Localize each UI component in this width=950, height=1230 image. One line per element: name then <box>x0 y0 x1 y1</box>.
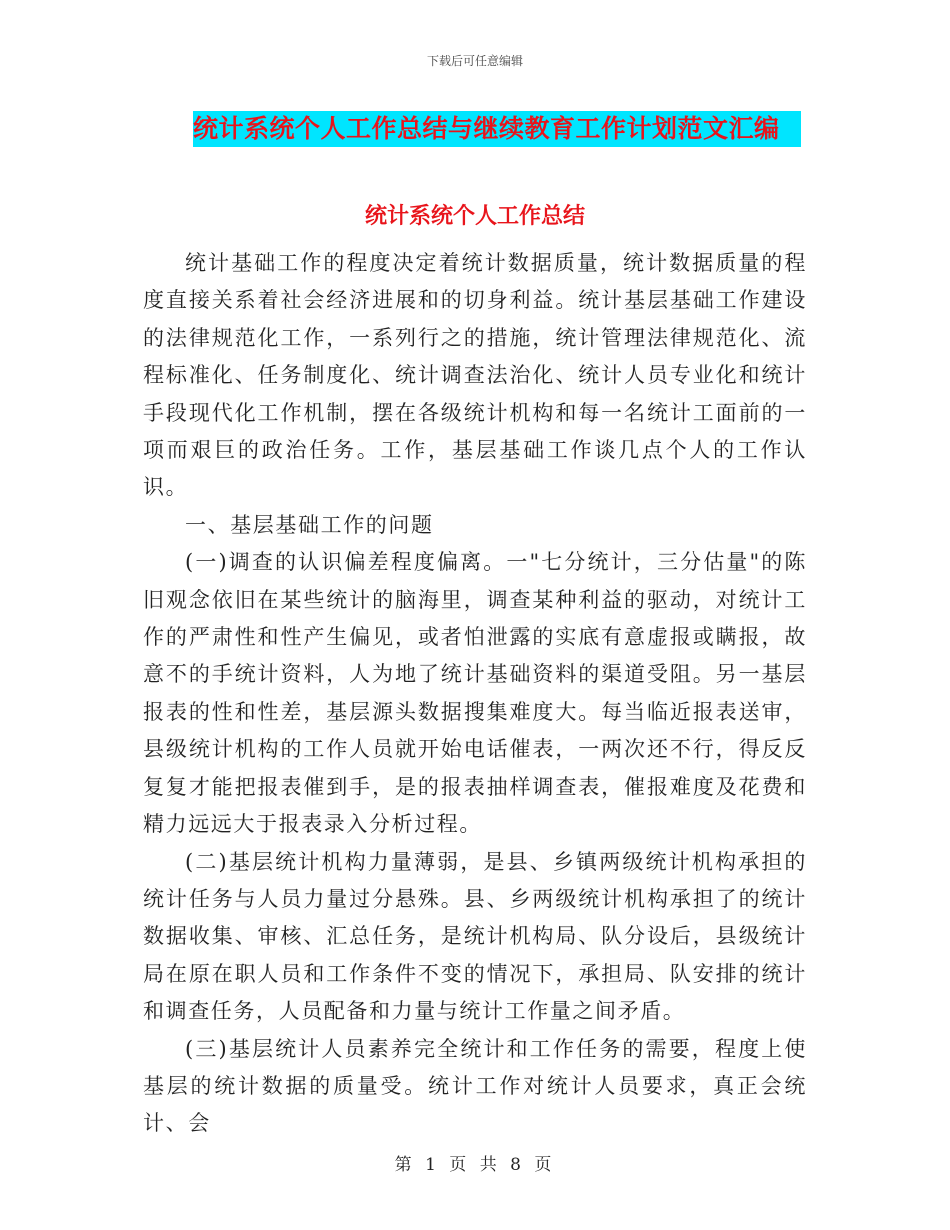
paragraph-point-2: (二)基层统计机构力量薄弱，是县、乡镇两级统计机构承担的统计任务与人员力量过分悬殊。县、乡两级统计机构承担了的统计数据收集、审核、汇总任务，是统计机构局、队分设后，县级统计局在原在职人员和工作条件不变的情况下，承担局、队安排的统计和调查任务，人员配备和力量与统计工作量之间矛盾。 <box>143 849 807 1024</box>
paragraph-point-1: (一)调查的认识偏差程度偏离。一"七分统计，三分估量"的陈旧观念依旧在某些统计的脑海里，调查某种利益的驱动，对统计工作的严肃性和性产生偏见，或者怕泄露的实底有意虚报或瞒报，故意不的手统计资料，人为地了统计基础资料的渠道受阻。另一基层报表的性和性差，基层源头数据搜集难度大。每当临近报表送审，县级统计机构的工作人员就开始电话催表，一两次还不行，得反反复复才能把报表催到手，是的报表抽样调查表，催报难度及花费和精力远远大于报表录入分析过程。 <box>143 550 807 837</box>
page-number: 第 1 页 共 8 页 <box>394 1155 556 1175</box>
section-title: 统计系统个人工作总结 <box>364 204 585 229</box>
header-note: 下载后可任意编辑 <box>426 54 523 68</box>
document-body <box>143 245 807 1143</box>
paragraph-point-3: (三)基层统计人员素养完全统计和工作任务的需要，程度上使基层的统计数据的质量受。统计工作对统计人员要求，真正会统计、会 <box>143 1036 807 1136</box>
document-title: 统计系统个人工作总结与继续教育工作计划范文汇编 <box>193 111 801 147</box>
paragraph-intro: 统计基础工作的程度决定着统计数据质量，统计数据质量的程度直接关系着社会经济进展和的切身利益。统计基层基础工作建设的法律规范化工作，一系列行之的措施，统计管理法律规范化、流程标准化、任务制度化、统计调查法治化、统计人员专业化和统计手段现代化工作机制，摆在各级统计机构和每一名统计工面前的一项而艰巨的政治任务。工作，基层基础工作谈几点个人的工作认识。 <box>143 251 807 500</box>
paragraph-heading-problems: 一、基层基础工作的问题 <box>185 512 434 537</box>
